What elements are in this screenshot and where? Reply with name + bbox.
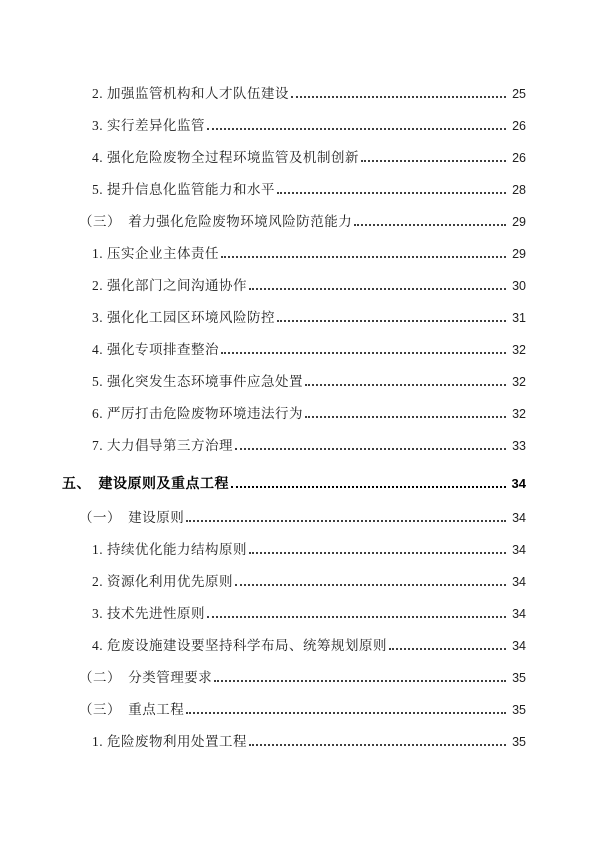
toc-entry[interactable]	[62, 598, 526, 630]
toc-entry-page: 33	[512, 439, 526, 453]
toc-entry[interactable]	[62, 366, 526, 398]
dot-leader	[361, 160, 506, 162]
toc-entry[interactable]	[62, 270, 526, 302]
dot-leader	[221, 256, 506, 258]
toc-entry-label: 五、 建设原则及重点工程	[62, 477, 229, 492]
table-of-contents	[62, 78, 526, 758]
toc-entry-label: 3. 强化化工园区环境风险防控	[92, 310, 275, 325]
toc-entry-label: 7. 大力倡导第三方治理	[92, 438, 233, 453]
toc-entry-page: 35	[512, 735, 526, 749]
toc-entry-label: 4. 强化专项排查整治	[92, 342, 219, 357]
dot-leader	[389, 648, 506, 650]
dot-leader	[221, 352, 506, 354]
toc-entry-page: 34	[512, 575, 526, 589]
toc-entry[interactable]	[62, 206, 526, 238]
dot-leader	[249, 288, 506, 290]
toc-entry-page: 31	[512, 311, 526, 325]
toc-entry-page: 34	[512, 607, 526, 621]
toc-entry[interactable]	[62, 694, 526, 726]
toc-entry-page: 34	[512, 543, 526, 557]
dot-leader	[354, 224, 506, 226]
dot-leader	[186, 520, 506, 522]
toc-entry-page: 34	[512, 639, 526, 653]
dot-leader	[186, 712, 506, 714]
toc-entry-page: 35	[512, 703, 526, 717]
toc-entry-label: （三） 着力强化危险废物环境风险防范能力	[79, 214, 353, 229]
toc-entry-label: 1. 危险废物利用处置工程	[92, 734, 247, 749]
toc-entry[interactable]	[62, 468, 526, 500]
toc-entry[interactable]	[62, 334, 526, 366]
toc-entry-label: 5. 提升信息化监管能力和水平	[92, 182, 275, 197]
toc-entry[interactable]	[62, 302, 526, 334]
toc-entry[interactable]	[62, 534, 526, 566]
toc-entry-page: 34	[511, 476, 526, 491]
dot-leader	[235, 584, 506, 586]
toc-entry-page: 26	[512, 119, 526, 133]
dot-leader	[305, 416, 506, 418]
dot-leader	[277, 320, 506, 322]
toc-entry-label: （二） 分类管理要求	[79, 670, 213, 685]
toc-entry[interactable]	[62, 398, 526, 430]
dot-leader	[249, 744, 506, 746]
dot-leader	[207, 128, 506, 130]
toc-entry-page: 32	[512, 375, 526, 389]
toc-entry-label: 6. 严厉打击危险废物环境违法行为	[92, 406, 303, 421]
toc-entry-page: 29	[512, 215, 526, 229]
toc-entry-label: 1. 压实企业主体责任	[92, 246, 219, 261]
dot-leader	[231, 486, 506, 488]
toc-entry[interactable]	[62, 238, 526, 270]
toc-entry[interactable]	[62, 174, 526, 206]
toc-entry-page: 34	[512, 511, 526, 525]
toc-entry-label: 4. 危废设施建设要坚持科学布局、统筹规划原则	[92, 638, 387, 653]
toc-entry-label: （三） 重点工程	[79, 702, 185, 717]
toc-entry[interactable]	[62, 502, 526, 534]
toc-entry[interactable]	[62, 630, 526, 662]
toc-entry[interactable]	[62, 430, 526, 462]
toc-entry-page: 32	[512, 343, 526, 357]
toc-entry[interactable]	[62, 662, 526, 694]
dot-leader	[214, 680, 506, 682]
toc-entry-label: 1. 持续优化能力结构原则	[92, 542, 247, 557]
toc-entry-page: 32	[512, 407, 526, 421]
toc-entry-label: 2. 强化部门之间沟通协作	[92, 278, 247, 293]
toc-entry-page: 25	[512, 87, 526, 101]
toc-entry[interactable]	[62, 110, 526, 142]
toc-entry-page: 29	[512, 247, 526, 261]
toc-entry[interactable]	[62, 726, 526, 758]
toc-entry-page: 28	[512, 183, 526, 197]
dot-leader	[291, 96, 506, 98]
toc-entry-label: 4. 强化危险废物全过程环境监管及机制创新	[92, 150, 359, 165]
toc-entry-page: 30	[512, 279, 526, 293]
toc-entry-page: 35	[512, 671, 526, 685]
toc-entry[interactable]	[62, 142, 526, 174]
toc-entry[interactable]	[62, 78, 526, 110]
toc-entry-label: （一） 建设原则	[79, 510, 185, 525]
toc-entry-page: 26	[512, 151, 526, 165]
toc-entry-label: 2. 加强监管机构和人才队伍建设	[92, 86, 289, 101]
dot-leader	[277, 192, 506, 194]
toc-entry-label: 2. 资源化利用优先原则	[92, 574, 233, 589]
dot-leader	[207, 616, 506, 618]
toc-entry-label: 3. 实行差异化监管	[92, 118, 205, 133]
dot-leader	[305, 384, 506, 386]
toc-entry-label: 5. 强化突发生态环境事件应急处置	[92, 374, 303, 389]
dot-leader	[235, 448, 506, 450]
toc-entry-label: 3. 技术先进性原则	[92, 606, 205, 621]
toc-entry[interactable]	[62, 566, 526, 598]
dot-leader	[249, 552, 506, 554]
